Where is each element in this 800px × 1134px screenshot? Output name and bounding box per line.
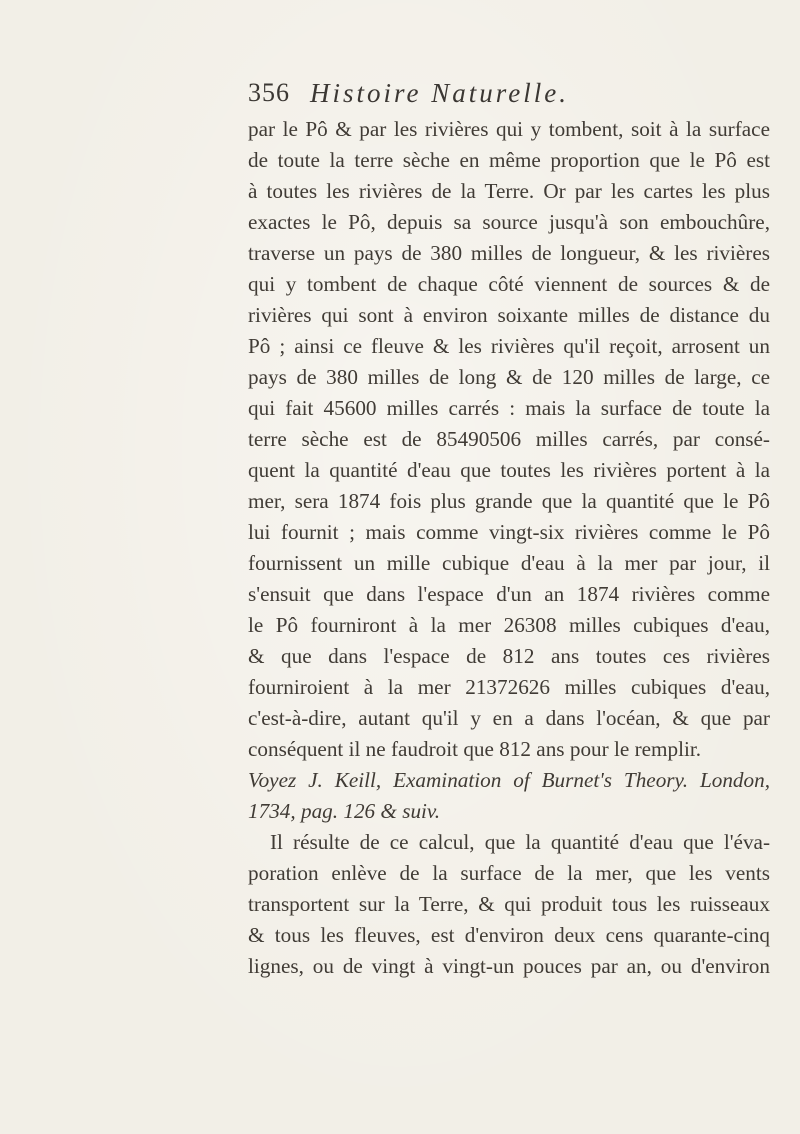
text-line: le Pô fourniront à la mer 26308 milles cubiques d'eau, — [248, 613, 770, 637]
page-number: 356 — [248, 78, 290, 107]
text-line: de toute la terre sèche en même proportion que le Pô est — [248, 148, 770, 172]
text-line: rivières qui sont à environ soixante milles de distance du — [248, 303, 770, 327]
text-line: s'ensuit que dans l'espace d'un an 1874 rivières comme — [248, 582, 770, 606]
text-line: traverse un pays de 380 milles de longueur, & les rivières — [248, 241, 770, 265]
text-line: c'est-à-dire, autant qu'il y en a dans l'océan, & que par — [248, 706, 770, 730]
text-line: exactes le Pô, depuis sa source jusqu'à son embouchûre, — [248, 210, 770, 234]
text-line: Pô ; ainsi ce fleuve & les rivières qu'il reçoit, arrosent un — [248, 334, 770, 358]
page-text — [248, 114, 770, 982]
page-header — [248, 78, 768, 114]
citation-line: Voyez J. Keill, Examination of Burnet's Theory. London, — [248, 768, 770, 792]
text-line: quent la quantité d'eau que toutes les rivières portent à la — [248, 458, 770, 482]
text-line: à toutes les rivières de la Terre. Or par les cartes les plus — [248, 179, 770, 203]
text-line: & que dans l'espace de 812 ans toutes ces rivières — [248, 644, 770, 668]
text-line: & tous les fleuves, est d'environ deux cens quarante-cinq — [248, 923, 770, 947]
text-line: qui y tombent de chaque côté viennent de sources & de — [248, 272, 770, 296]
text-line: fourniroient à la mer 21372626 milles cubiques d'eau, — [248, 675, 770, 699]
text-line: fournissent un mille cubique d'eau à la mer par jour, il — [248, 551, 770, 575]
text-line: conséquent il ne faudroit que 812 ans pour le remplir. — [248, 737, 702, 761]
text-line: lignes, ou de vingt à vingt-un pouces par an, ou d'environ — [248, 954, 770, 978]
text-line: mer, sera 1874 fois plus grande que la quantité que le Pô — [248, 489, 770, 513]
text-line: lui fournit ; mais comme vingt-six rivières comme le Pô — [248, 520, 770, 544]
text-line: transportent sur la Terre, & qui produit tous les ruisseaux — [248, 892, 770, 916]
citation-line: 1734, pag. 126 & suiv. — [248, 799, 441, 823]
text-line: poration enlève de la surface de la mer, que les vents — [248, 861, 770, 885]
running-title: Histoire Naturelle. — [310, 78, 569, 108]
text-line: qui fait 45600 milles carrés : mais la surface de toute la — [248, 396, 770, 420]
text-line: par le Pô & par les rivières qui y tombent, soit à la surface — [248, 117, 770, 141]
text-line: terre sèche est de 85490506 milles carrés, par consé- — [248, 427, 770, 451]
text-line: Il résulte de ce calcul, que la quantité d'eau que l'éva- — [270, 830, 770, 854]
text-line: pays de 380 milles de long & de 120 milles de large, ce — [248, 365, 770, 389]
